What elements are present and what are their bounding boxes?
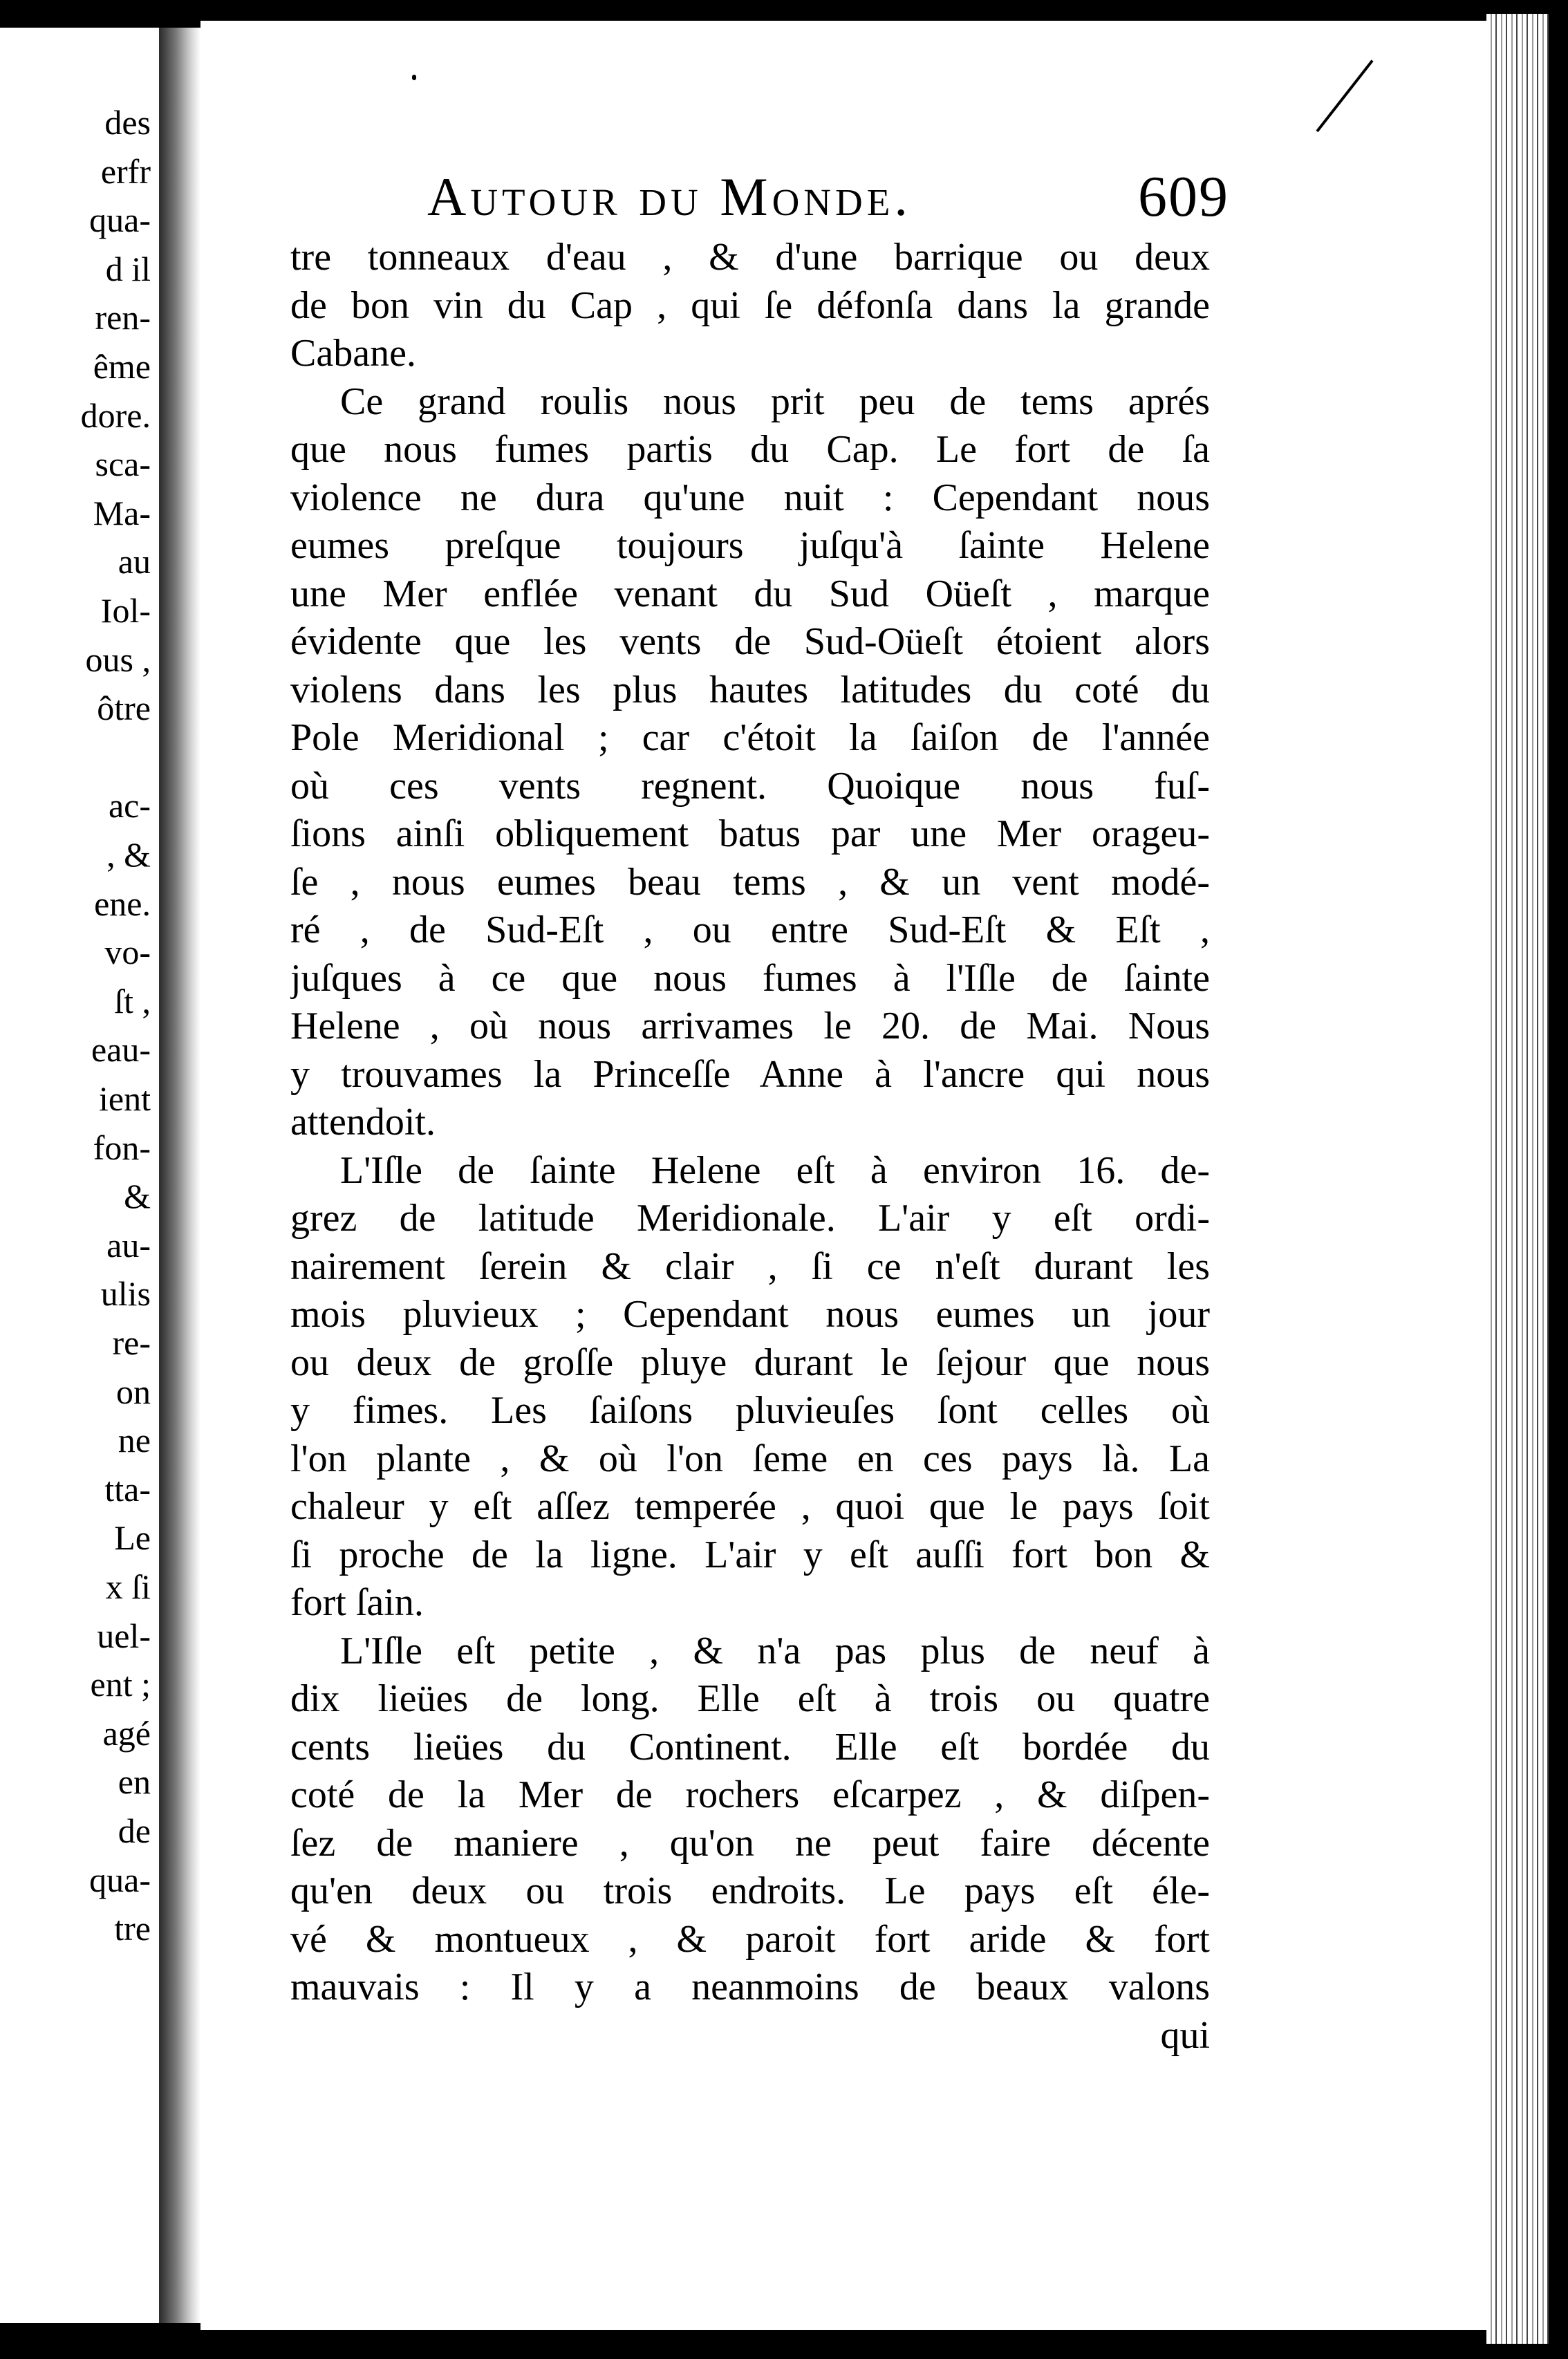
previous-page-line: ôtre	[97, 689, 151, 728]
previous-page-line: ulis	[100, 1274, 151, 1314]
previous-page-line: Iol-	[100, 591, 151, 630]
previous-page-line: ene.	[94, 884, 151, 923]
previous-page-line: x ſi	[105, 1567, 151, 1606]
text-line: coté de la Mer de rochers eſcarpez , & diſpen-	[290, 1773, 1210, 1816]
previous-page-line: ac-	[108, 786, 151, 826]
previous-page-line: ient	[99, 1079, 151, 1118]
text-line: mauvais : Il y a neanmoins de beaux valons	[290, 1966, 1210, 2008]
text-line: cents lieües du Continent. Elle eſt bordée du	[290, 1725, 1210, 1769]
text-line: que nous fumes partis du Cap. Le fort de ſa	[290, 428, 1210, 471]
previous-page-line: agé	[102, 1713, 151, 1753]
previous-page-line: ſt ,	[114, 981, 151, 1020]
text-line: ou deux de groſſe pluye durant le ſejour que nous	[290, 1341, 1210, 1384]
previous-page-line: tre	[114, 1909, 151, 1948]
ink-speck	[412, 75, 416, 80]
previous-page-line: re-	[112, 1323, 151, 1362]
previous-page-line: fon-	[93, 1128, 151, 1167]
text-line: violens dans les plus hautes latitudes du coté du	[290, 668, 1210, 711]
text-line: l'on plante , & où l'on ſeme en ces pays là. La	[290, 1437, 1210, 1480]
text-line: attendoit.	[290, 1101, 436, 1144]
text-line: mois pluvieux ; Cependant nous eumes un jour	[290, 1293, 1210, 1336]
text-line: nairement ſerein & clair , ſi ce n'eſt durant les	[290, 1244, 1210, 1288]
running-title: Autour du Monde.	[427, 167, 912, 227]
previous-page-line: ous ,	[85, 640, 151, 679]
previous-page-line: qua-	[89, 201, 151, 240]
previous-page-line: en	[118, 1762, 151, 1802]
text-line: ſi proche de la ligne. L'air y eſt auſſi fort bon &	[290, 1533, 1210, 1576]
previous-page-line: ême	[93, 347, 151, 386]
text-line: qui	[1160, 2013, 1210, 2057]
text-line: une Mer enflée venant du Sud Oüeſt , marque	[290, 572, 1210, 615]
previous-page-line: Le	[114, 1518, 151, 1558]
previous-page-fragment	[0, 28, 159, 2323]
text-line: où ces vents regnent. Quoique nous fuſ-	[290, 764, 1210, 808]
text-line: de bon vin du Cap , qui ſe défonſa dans la grande	[290, 283, 1210, 327]
previous-page-line: de	[118, 1811, 151, 1850]
previous-page-line: au	[118, 542, 151, 581]
text-line: Pole Meridional ; car c'étoit la ſaiſon de l'année	[290, 716, 1210, 759]
text-line: juſques à ce que nous fumes à l'Iſle de ſainte	[290, 956, 1210, 1000]
text-line: vé & montueux , & paroit fort aride & fort	[290, 1917, 1210, 1961]
previous-page-line: d il	[105, 249, 151, 288]
previous-page-line: sca-	[95, 445, 151, 484]
previous-page-line: au-	[106, 1225, 151, 1265]
text-line: L'Iſle de ſainte Helene eſt à environ 16. de-	[340, 1148, 1210, 1192]
text-line: dix lieües de long. Elle eſt à trois ou quatre	[290, 1677, 1210, 1720]
previous-page-line: qua-	[89, 1860, 151, 1899]
text-line: eumes preſque toujours juſqu'à ſainte Helene	[290, 524, 1210, 567]
previous-page-line: uel-	[97, 1616, 151, 1655]
text-line: Ce grand roulis nous prit peu de tems aprés	[340, 380, 1210, 423]
text-line: y fimes. Les ſaiſons pluvieuſes ſont celles où	[290, 1389, 1210, 1432]
text-line: violence ne dura qu'une nuit : Cependant nous	[290, 476, 1210, 519]
text-line: fort ſain.	[290, 1581, 424, 1624]
previous-page-line: ent ;	[90, 1665, 151, 1704]
previous-page-line: tta-	[104, 1469, 151, 1509]
previous-page-line: vo-	[104, 933, 151, 972]
text-line: ré , de Sud-Eſt , ou entre Sud-Eſt & Eſt ,	[290, 908, 1210, 951]
page-edges	[1486, 14, 1549, 2344]
previous-page-line: ne	[118, 1421, 151, 1460]
text-line: ſe , nous eumes beau tems , & un vent modé-	[290, 860, 1210, 904]
previous-page-line: Ma-	[93, 493, 151, 532]
previous-page-line: eau-	[91, 1030, 151, 1070]
text-line: ſez de maniere , qu'on ne peut faire décente	[290, 1821, 1210, 1865]
text-line: tre tonneaux d'eau , & d'une barrique ou deux	[290, 236, 1210, 279]
text-line: évidente que les vents de Sud-Oüeſt étoient alors	[290, 620, 1210, 663]
previous-page-line: on	[116, 1372, 151, 1411]
text-line: qu'en deux ou trois endroits. Le pays eſt éle-	[290, 1870, 1210, 1912]
body-text	[290, 234, 1210, 2060]
text-line: grez de latitude Meridionale. L'air y eſt ordi-	[290, 1197, 1210, 1240]
text-line: Helene , où nous arrivames le 20. de Mai. Nous	[290, 1005, 1210, 1047]
running-head	[427, 158, 1229, 234]
previous-page-line: &	[124, 1177, 151, 1216]
text-line: ſions ainſi obliquement batus par une Mer orageu-	[290, 812, 1210, 855]
previous-page-line: erfr	[100, 151, 151, 191]
text-line: chaleur y eſt aſſez temperée , quoi que le pays ſoit	[290, 1485, 1210, 1528]
previous-page-line: , &	[106, 835, 151, 874]
text-line: y trouvames la Princeſſe Anne à l'ancre qui nous	[290, 1052, 1210, 1096]
previous-page-line: dore.	[80, 395, 151, 435]
previous-page-line: ren-	[95, 298, 151, 337]
gutter-shadow	[159, 28, 200, 2323]
previous-page-line: des	[104, 103, 151, 142]
page-number: 609	[1138, 165, 1229, 229]
text-line: L'Iſle eſt petite , & n'a pas plus de neuf à	[340, 1629, 1210, 1672]
text-line: Cabane.	[290, 332, 416, 375]
